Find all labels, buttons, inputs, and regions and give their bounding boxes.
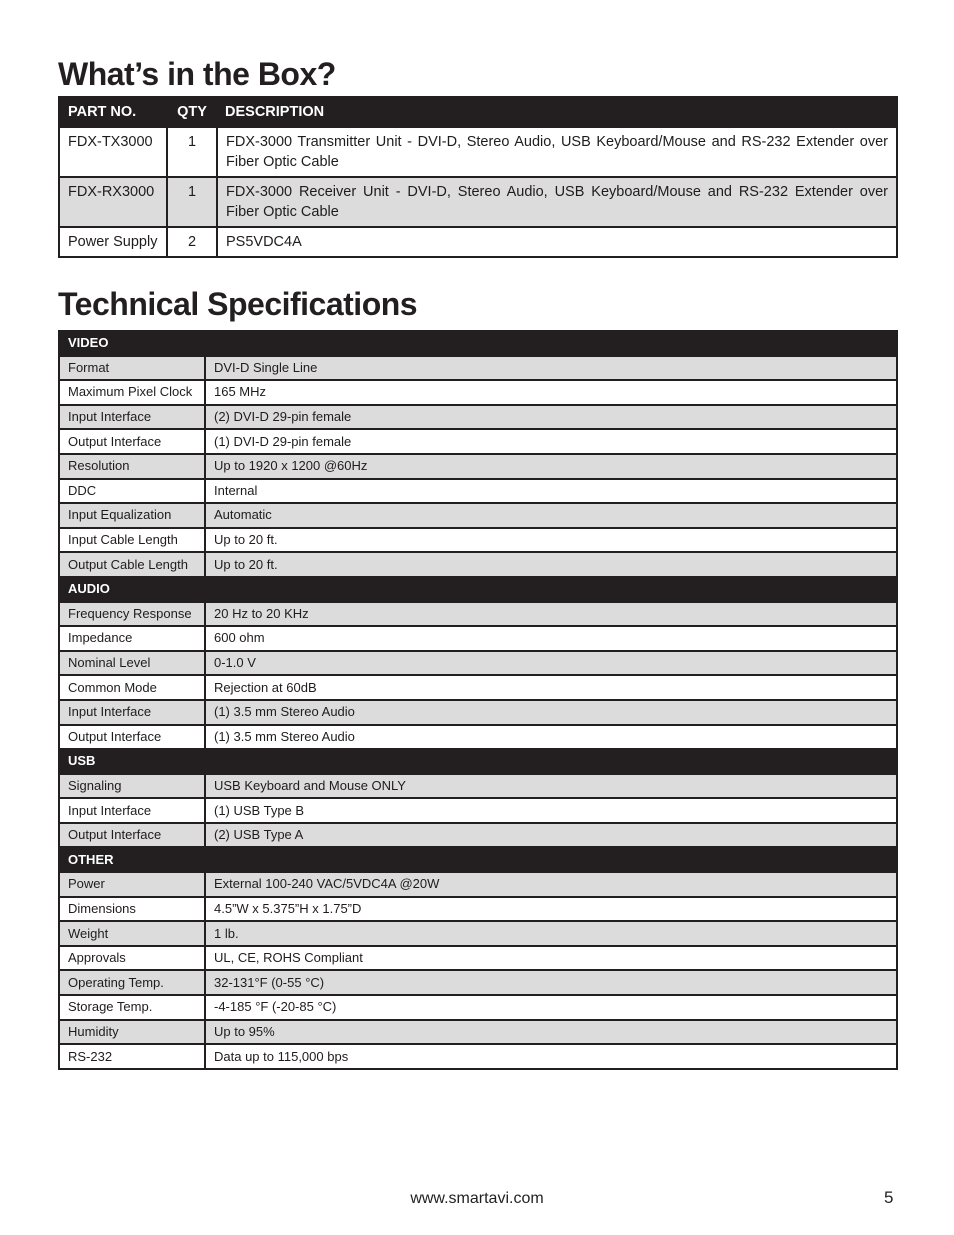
spec-value: Up to 1920 x 1200 @60Hz: [205, 454, 897, 479]
spec-section-header: [59, 577, 897, 602]
table-row: [59, 970, 897, 995]
spec-label: Dimensions: [59, 897, 205, 922]
spec-value: Up to 20 ft.: [205, 528, 897, 553]
page-number: 5: [884, 1188, 894, 1207]
part-number: Power Supply: [59, 227, 167, 257]
table-row: [59, 552, 897, 577]
spec-value: (2) DVI-D 29-pin female: [205, 405, 897, 430]
table-row: [59, 897, 897, 922]
table-row: [59, 1020, 897, 1045]
table-row: [59, 503, 897, 528]
description: FDX-3000 Transmitter Unit - DVI-D, Stereo Audio, USB Keyboard/Mouse and RS-232 Extender over Fiber Optic Cable: [217, 127, 897, 177]
spec-value: DVI-D Single Line: [205, 356, 897, 381]
table-row: [59, 823, 897, 848]
spec-label: Humidity: [59, 1020, 205, 1045]
spec-value: Automatic: [205, 503, 897, 528]
table-row: [59, 872, 897, 897]
description: FDX-3000 Receiver Unit - DVI-D, Stereo Audio, USB Keyboard/Mouse and RS-232 Extender over Fiber Optic Cable: [217, 177, 897, 227]
table-row: [59, 429, 897, 454]
header-description: DESCRIPTION: [217, 97, 897, 127]
table-row: [59, 946, 897, 971]
table-row: [59, 626, 897, 651]
table-row: [59, 127, 897, 177]
table-row: [59, 774, 897, 799]
spec-value: 0-1.0 V: [205, 651, 897, 676]
spec-label: Impedance: [59, 626, 205, 651]
spec-value: (1) 3.5 mm Stereo Audio: [205, 725, 897, 750]
spec-value: (1) 3.5 mm Stereo Audio: [205, 700, 897, 725]
spec-label: Operating Temp.: [59, 970, 205, 995]
spec-label: Output Interface: [59, 823, 205, 848]
table-row: [59, 405, 897, 430]
table-row: [59, 602, 897, 627]
table-row: [59, 528, 897, 553]
spec-label: Frequency Response: [59, 602, 205, 627]
spec-label: Storage Temp.: [59, 995, 205, 1020]
spec-value: 1 lb.: [205, 921, 897, 946]
spec-section-header: [59, 847, 897, 872]
spec-value: Up to 95%: [205, 1020, 897, 1045]
spec-label: Input Equalization: [59, 503, 205, 528]
spec-label: Common Mode: [59, 675, 205, 700]
section-title: USB: [59, 749, 897, 774]
table-row: [59, 356, 897, 381]
table-row: [59, 651, 897, 676]
spec-value: (1) DVI-D 29-pin female: [205, 429, 897, 454]
spec-value: External 100-240 VAC/5VDC4A @20W: [205, 872, 897, 897]
header-qty: QTY: [167, 97, 217, 127]
spec-value: Rejection at 60dB: [205, 675, 897, 700]
spec-label: Resolution: [59, 454, 205, 479]
spec-value: 4.5”W x 5.375”H x 1.75”D: [205, 897, 897, 922]
spec-label: Input Interface: [59, 700, 205, 725]
section-title: OTHER: [59, 847, 897, 872]
table-row: [59, 177, 897, 227]
table-row: [59, 454, 897, 479]
quantity: 1: [167, 177, 217, 227]
footer-website: www.smartavi.com: [410, 1190, 544, 1207]
spec-value: -4-185 °F (-20-85 °C): [205, 995, 897, 1020]
table-row: [59, 479, 897, 504]
spec-value: 600 ohm: [205, 626, 897, 651]
description: PS5VDC4A: [217, 227, 897, 257]
box-contents-table: [58, 96, 898, 258]
table-row: [59, 1044, 897, 1069]
table-row: [59, 227, 897, 257]
spec-label: Input Interface: [59, 798, 205, 823]
spec-label: Input Interface: [59, 405, 205, 430]
spec-label: RS-232: [59, 1044, 205, 1069]
spec-value: 32-131°F (0-55 °C): [205, 970, 897, 995]
table-row: [59, 725, 897, 750]
spec-value: 165 MHz: [205, 380, 897, 405]
technical-specifications-title: Technical Specifications: [58, 286, 418, 322]
table-row: [59, 995, 897, 1020]
box-contents-title: What’s in the Box?: [58, 56, 336, 92]
spec-value: 20 Hz to 20 KHz: [205, 602, 897, 627]
spec-label: DDC: [59, 479, 205, 504]
technical-specifications-table: [58, 330, 898, 1070]
spec-value: USB Keyboard and Mouse ONLY: [205, 774, 897, 799]
quantity: 1: [167, 127, 217, 177]
spec-value: (1) USB Type B: [205, 798, 897, 823]
spec-label: Input Cable Length: [59, 528, 205, 553]
spec-value: UL, CE, ROHS Compliant: [205, 946, 897, 971]
section-title: AUDIO: [59, 577, 897, 602]
spec-section-header: [59, 331, 897, 356]
spec-value: (2) USB Type A: [205, 823, 897, 848]
box-table-header-row: [59, 97, 897, 127]
section-title: VIDEO: [59, 331, 897, 356]
spec-label: Weight: [59, 921, 205, 946]
spec-label: Maximum Pixel Clock: [59, 380, 205, 405]
table-row: [59, 798, 897, 823]
part-number: FDX-RX3000: [59, 177, 167, 227]
table-row: [59, 380, 897, 405]
spec-label: Nominal Level: [59, 651, 205, 676]
spec-label: Power: [59, 872, 205, 897]
spec-label: Format: [59, 356, 205, 381]
table-row: [59, 700, 897, 725]
quantity: 2: [167, 227, 217, 257]
spec-value: Data up to 115,000 bps: [205, 1044, 897, 1069]
spec-value: Internal: [205, 479, 897, 504]
spec-label: Signaling: [59, 774, 205, 799]
spec-label: Output Interface: [59, 725, 205, 750]
part-number: FDX-TX3000: [59, 127, 167, 177]
table-row: [59, 921, 897, 946]
spec-value: Up to 20 ft.: [205, 552, 897, 577]
spec-label: Approvals: [59, 946, 205, 971]
header-part-no: PART NO.: [59, 97, 167, 127]
spec-label: Output Interface: [59, 429, 205, 454]
spec-label: Output Cable Length: [59, 552, 205, 577]
table-row: [59, 675, 897, 700]
spec-section-header: [59, 749, 897, 774]
